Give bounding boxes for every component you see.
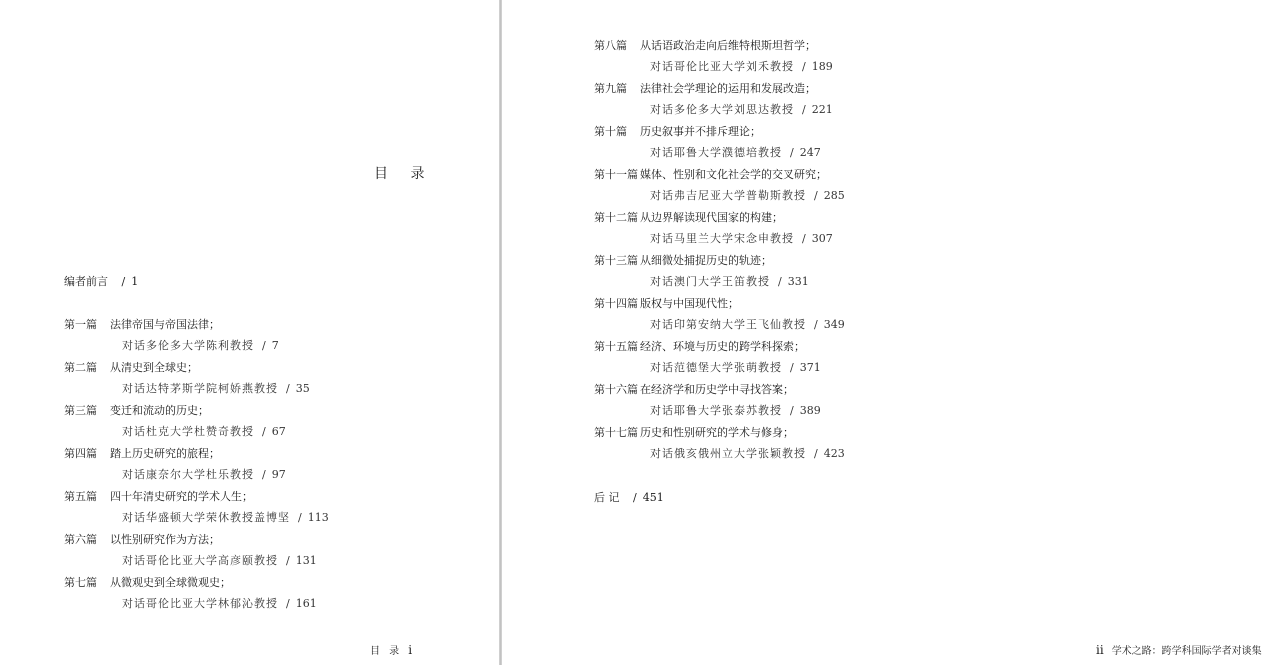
preface-entry[interactable] (64, 275, 138, 289)
separator: / (802, 60, 806, 73)
chapter-interview-line[interactable] (650, 60, 833, 74)
interviewee: 对话马里兰大学宋念申教授 (650, 232, 794, 245)
interviewee: 对话耶鲁大学张泰苏教授 (650, 404, 782, 417)
chapter-title-line[interactable] (64, 361, 198, 375)
separator: / (298, 511, 302, 524)
chapter-number: 第一篇 (64, 318, 97, 331)
page-footer-left (370, 642, 412, 657)
chapter-title-line[interactable] (594, 297, 739, 311)
chapter-number: 第六篇 (64, 533, 97, 546)
chapter-number: 第四篇 (64, 447, 97, 460)
chapter-interview-line[interactable] (650, 146, 821, 160)
chapter-number: 第十篇 (594, 125, 627, 138)
page-number: 97 (271, 468, 286, 481)
chapter-title-line[interactable] (64, 404, 209, 418)
chapter-title-line[interactable] (64, 447, 220, 461)
chapter-number: 第十五篇 (594, 340, 638, 353)
chapter-interview-line[interactable] (122, 382, 310, 396)
chapter-title: 从微观史到全球微观史； (110, 576, 231, 589)
chapter-title: 从清史到全球史； (110, 361, 198, 374)
page-number: 423 (823, 447, 845, 460)
chapter-title-line[interactable] (64, 318, 220, 332)
chapter-title: 媒体、性别和文化社会学的交叉研究； (640, 168, 827, 181)
chapter-title-line[interactable] (64, 490, 253, 504)
chapter-interview-line[interactable] (122, 554, 317, 568)
chapter-interview-line[interactable] (650, 232, 833, 246)
postscript-entry[interactable] (594, 491, 664, 505)
separator: / (778, 275, 782, 288)
chapter-title-line[interactable] (594, 340, 805, 354)
page-number: 67 (271, 425, 286, 438)
chapter-title: 从话语政治走向后维特根斯坦哲学； (640, 39, 816, 52)
page-number: 221 (811, 103, 833, 116)
interviewee: 对话澳门大学王笛教授 (650, 275, 770, 288)
separator: / (286, 554, 290, 567)
footer-text: 目 录 (370, 646, 403, 657)
page-number: 1 (131, 275, 139, 288)
separator: / (790, 146, 794, 159)
separator: / (633, 491, 637, 504)
separator: / (262, 339, 266, 352)
chapter-title: 在经济学和历史学中寻找答案； (640, 383, 794, 396)
chapter-title-line[interactable] (594, 383, 794, 397)
chapter-title: 历史叙事并不排斥理论； (640, 125, 761, 138)
chapter-title: 从细微处捕捉历史的轨迹； (640, 254, 772, 267)
chapter-title-line[interactable] (594, 426, 794, 440)
interviewee: 对话康奈尔大学杜乐教授 (122, 468, 254, 481)
chapter-title-line[interactable] (594, 211, 783, 225)
interviewee: 对话哥伦比亚大学刘禾教授 (650, 60, 794, 73)
separator: / (790, 361, 794, 374)
chapter-number: 第十六篇 (594, 383, 638, 396)
chapter-title-line[interactable] (64, 576, 231, 590)
chapter-title: 四十年清史研究的学术人生； (110, 490, 253, 503)
page-number: 247 (799, 146, 821, 159)
interviewee: 对话耶鲁大学濮德培教授 (650, 146, 782, 159)
chapter-title: 踏上历史研究的旅程； (110, 447, 220, 460)
chapter-interview-line[interactable] (650, 318, 845, 332)
chapter-interview-line[interactable] (650, 447, 845, 461)
chapter-number: 第十三篇 (594, 254, 638, 267)
chapter-interview-line[interactable] (122, 425, 286, 439)
chapter-number: 第十四篇 (594, 297, 638, 310)
chapter-interview-line[interactable] (122, 468, 286, 482)
chapter-title-line[interactable] (594, 168, 827, 182)
chapter-interview-line[interactable] (122, 339, 279, 353)
chapter-interview-line[interactable] (650, 404, 821, 418)
chapter-title: 经济、环境与历史的跨学科探索； (640, 340, 805, 353)
chapter-title-line[interactable] (64, 533, 220, 547)
separator: / (814, 447, 818, 460)
separator: / (286, 597, 290, 610)
chapter-interview-line[interactable] (650, 361, 821, 375)
page-number: 349 (823, 318, 845, 331)
interviewee: 对话俄亥俄州立大学张颖教授 (650, 447, 806, 460)
separator: / (814, 318, 818, 331)
footer-text: 学术之路：跨学科国际学者对谈集 (1111, 646, 1262, 657)
page-number: 389 (799, 404, 821, 417)
chapter-title: 法律社会学理论的运用和发展改造； (640, 82, 816, 95)
interviewee: 对话多伦多大学刘思达教授 (650, 103, 794, 116)
preface-label: 编者前言 (64, 275, 108, 288)
page-number: 131 (295, 554, 317, 567)
page-number: 35 (295, 382, 310, 395)
right-page (502, 0, 1262, 665)
interviewee: 对话印第安纳大学王飞仙教授 (650, 318, 806, 331)
page-number: 189 (811, 60, 833, 73)
chapter-number: 第十一篇 (594, 168, 638, 181)
separator: / (121, 275, 126, 288)
page-number: 7 (271, 339, 279, 352)
page-number: 371 (799, 361, 821, 374)
chapter-interview-line[interactable] (122, 597, 317, 611)
chapter-number: 第二篇 (64, 361, 97, 374)
separator: / (262, 425, 266, 438)
page-number: 451 (642, 491, 664, 504)
chapter-title: 历史和性别研究的学术与修身； (640, 426, 794, 439)
chapter-title: 以性别研究作为方法； (110, 533, 220, 546)
footer-page-number: i (408, 643, 413, 657)
separator: / (286, 382, 290, 395)
left-page (0, 0, 499, 665)
chapter-number: 第八篇 (594, 39, 627, 52)
toc-title: 目 录 (374, 166, 434, 182)
chapter-title-line[interactable] (594, 125, 761, 139)
separator: / (802, 232, 806, 245)
chapter-interview-line[interactable] (650, 103, 833, 117)
footer-page-number: ii (1096, 643, 1104, 657)
page-number: 113 (307, 511, 329, 524)
chapter-title-line[interactable] (594, 39, 816, 53)
chapter-title: 变迁和流动的历史； (110, 404, 209, 417)
chapter-number: 第十七篇 (594, 426, 638, 439)
interviewee: 对话弗吉尼亚大学普勒斯教授 (650, 189, 806, 202)
page-footer-right (1096, 642, 1262, 657)
page-number: 161 (295, 597, 317, 610)
separator: / (790, 404, 794, 417)
chapter-title: 法律帝国与帝国法律； (110, 318, 220, 331)
separator: / (802, 103, 806, 116)
chapter-title-line[interactable] (594, 254, 772, 268)
page-number: 285 (823, 189, 845, 202)
chapter-title: 从边界解读现代国家的构建； (640, 211, 783, 224)
interviewee: 对话哥伦比亚大学高彦颐教授 (122, 554, 278, 567)
page-number: 307 (811, 232, 833, 245)
postscript-label: 后 记 (594, 491, 620, 504)
interviewee: 对话达特茅斯学院柯娇燕教授 (122, 382, 278, 395)
chapter-interview-line[interactable] (650, 275, 809, 289)
chapter-number: 第十二篇 (594, 211, 638, 224)
chapter-title: 版权与中国现代性； (640, 297, 739, 310)
chapter-title-line[interactable] (594, 82, 816, 96)
interviewee: 对话多伦多大学陈利教授 (122, 339, 254, 352)
chapter-interview-line[interactable] (650, 189, 845, 203)
interviewee: 对话华盛顿大学荣休教授盖博坚 (122, 511, 290, 524)
chapter-number: 第五篇 (64, 490, 97, 503)
chapter-interview-line[interactable] (122, 511, 329, 525)
separator: / (814, 189, 818, 202)
chapter-number: 第三篇 (64, 404, 97, 417)
interviewee: 对话杜克大学杜赞奇教授 (122, 425, 254, 438)
separator: / (262, 468, 266, 481)
interviewee: 对话哥伦比亚大学林郁沁教授 (122, 597, 278, 610)
page-number: 331 (787, 275, 809, 288)
interviewee: 对话范德堡大学张萌教授 (650, 361, 782, 374)
chapter-number: 第七篇 (64, 576, 97, 589)
chapter-number: 第九篇 (594, 82, 627, 95)
